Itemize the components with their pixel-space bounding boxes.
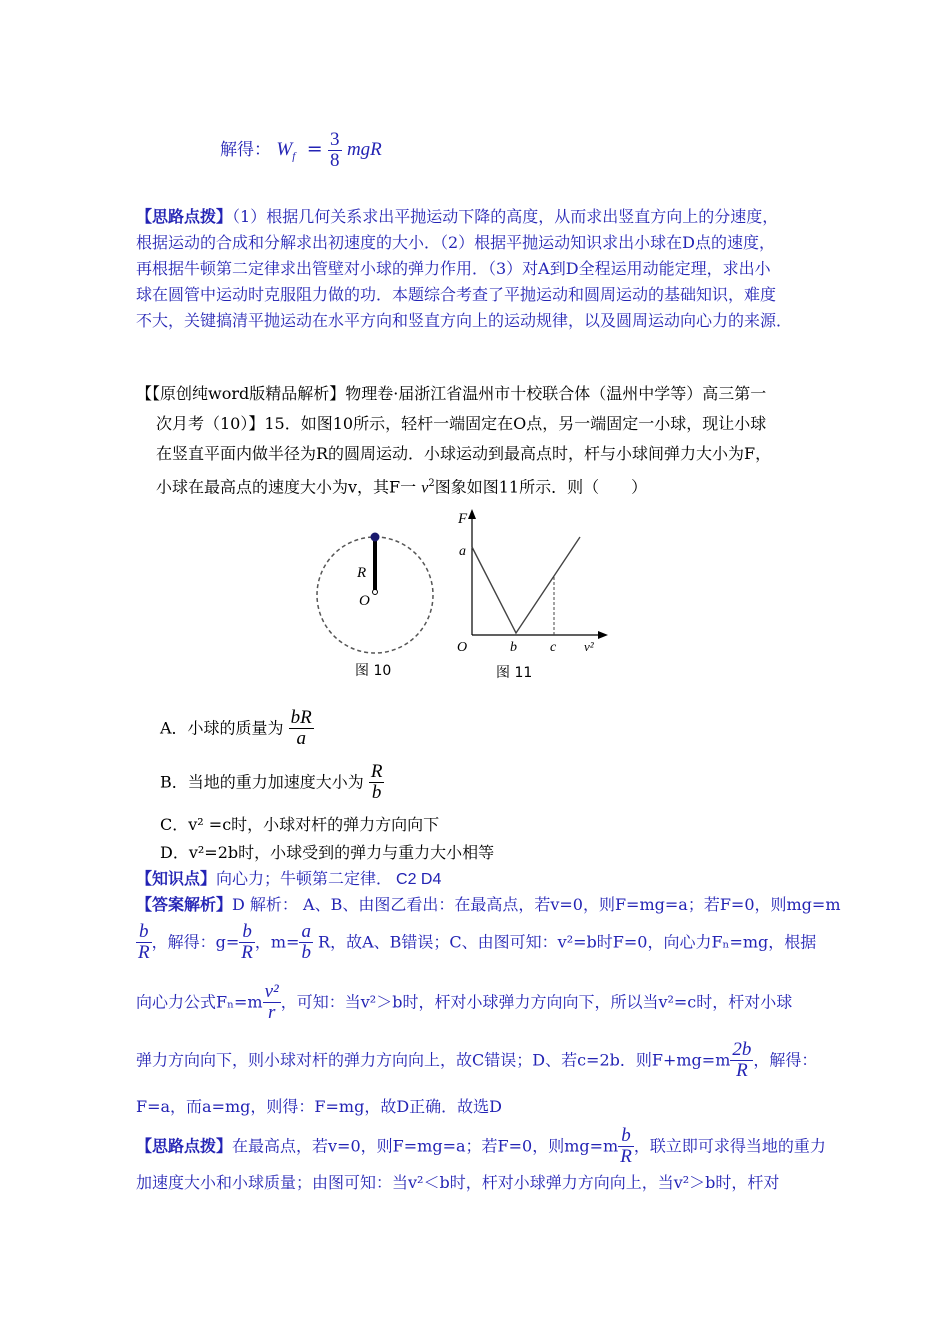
- option-d: D．v²=2b时，小球受到的弹力与重力大小相等: [160, 843, 495, 862]
- v-exponent: 2: [428, 478, 435, 489]
- answer-line-2: [136, 922, 816, 963]
- label-R: R: [357, 565, 367, 581]
- fraction-numerator: v²: [264, 981, 279, 1002]
- answer-text: ，解得：g=: [151, 932, 240, 952]
- fraction-2b-over-R: [730, 1040, 753, 1081]
- tick-label-b: b: [510, 640, 517, 655]
- equals-sign: =: [306, 138, 323, 160]
- origin-label: O: [457, 640, 468, 655]
- tick-label-a: a: [459, 544, 466, 559]
- answer-line-1: [136, 892, 841, 918]
- fraction-denominator: R: [620, 1146, 632, 1167]
- fraction-numerator: a: [301, 921, 311, 942]
- option-b: [160, 762, 384, 803]
- fraction-b-over-R: [239, 922, 255, 963]
- tick-label-c: c: [550, 640, 557, 655]
- solve-rhs: mgR: [346, 139, 382, 160]
- pivot-point: [373, 590, 378, 595]
- fraction-denominator: R: [138, 942, 150, 963]
- axis-label-v2: v²: [584, 639, 594, 654]
- hint-line: 再根据牛顿第二定律求出管壁对小球的弹力作用．（3）对A到D全程运用动能定理，求出小: [136, 259, 771, 278]
- fraction-numerator: 2b: [732, 1039, 752, 1060]
- option-c: C．v² =c时，小球对杆的弹力方向向下: [160, 815, 440, 834]
- hint-line: （1）根据几何关系求出平抛运动下降的高度，从而求出竖直方向上的分速度，: [232, 207, 779, 226]
- hint-tag: 【思路点拨】: [136, 1136, 233, 1156]
- answer-text: D 解析： A、B、由图乙看出：在最高点，若v=0，则F=mg=a；若F=0，则mg=m: [232, 895, 841, 914]
- answer-text: ，解得：: [753, 1050, 818, 1070]
- solve-line: [220, 130, 382, 171]
- hint-paragraph-1: [136, 204, 792, 334]
- solve-label: 解得：: [220, 140, 271, 160]
- knowledge-text: 向心力；牛顿第二定律．: [216, 869, 393, 888]
- fraction-denominator: r: [267, 1002, 276, 1023]
- fraction-numerator: b: [136, 922, 152, 943]
- question-text: 小球在最高点的速度大小为v，其F一: [156, 477, 422, 497]
- question-line: 次月考（10）】15．如图10所示，轻杆一端固定在O点，另一端固定一小球，现让小球: [156, 414, 767, 433]
- answer-text: 弹力方向向下，则小球对杆的弹力方向向上，故C错误；D、若c=2b．则F+mg=m: [136, 1050, 731, 1070]
- fraction-denominator: b: [371, 782, 382, 803]
- option-b-text: B．当地的重力加速度大小为: [160, 772, 364, 792]
- fraction-R-over-b: [369, 762, 385, 803]
- answer-text: ，可知：当v²＞b时，杆对小球弹力方向向下，所以当v²=c时，杆对小球: [280, 992, 793, 1012]
- fraction-denominator: a: [296, 728, 306, 749]
- fraction-v2-over-r: [263, 982, 281, 1023]
- hint-line: 根据运动的合成和分解求出初速度的大小．（2）根据平抛运动知识求出小球在D点的速度，: [136, 233, 776, 252]
- work-symbol: W: [276, 139, 293, 160]
- hint-text: ，联立即可求得当地的重力: [633, 1136, 826, 1156]
- hint-line: 球在圆管中运动时克服阻力做的功．本题综合考查了平抛运动和圆周运动的基础知识，难度: [136, 285, 777, 304]
- question-line: 【【原创纯word版精品解析】物理卷·届浙江省温州市十校联合体（温州中学等）高三第一: [136, 384, 767, 403]
- question-stem: [136, 379, 771, 503]
- question-line: [136, 469, 771, 503]
- fraction-b-over-R: [136, 922, 152, 963]
- answer-line-5: F=a，而a=mg，则得：F=mg，故D正确．故选D: [136, 1097, 502, 1116]
- fraction-denominator: R: [241, 942, 253, 963]
- knowledge-codes: C2 D4: [396, 871, 442, 888]
- fraction-numerator: R: [370, 761, 383, 782]
- hint-text: 在最高点，若v=0，则F=mg=a；若F=0，则mg=m: [232, 1136, 619, 1156]
- answer-line-4: [136, 1040, 817, 1081]
- x-axis-arrow: [598, 631, 608, 639]
- knowledge-point: [136, 866, 441, 893]
- hint-tag: 【思路点拨】: [136, 207, 233, 226]
- fraction-3-8: [328, 130, 342, 171]
- option-a: [160, 708, 314, 749]
- y-axis-arrow: [468, 509, 476, 519]
- figure-11: [452, 505, 622, 690]
- fraction-denominator: R: [736, 1060, 748, 1081]
- work-subscript: f: [292, 150, 296, 163]
- option-a-text: A．小球的质量为: [160, 718, 284, 738]
- figure-10: [315, 525, 445, 685]
- knowledge-tag: 【知识点】: [136, 869, 217, 888]
- f-v2-graph-line: [472, 537, 580, 633]
- answer-tag: 【答案解析】: [136, 895, 233, 914]
- caption-fig10: 图 10: [355, 663, 392, 679]
- fraction-b-over-R: [618, 1126, 634, 1167]
- fraction-bR-over-a: [289, 708, 314, 749]
- question-line: 在竖直平面内做半径为R的圆周运动．小球运动到最高点时，杆与小球间弹力大小为F，: [156, 444, 772, 463]
- hint2-line-1: [136, 1126, 826, 1167]
- caption-fig11: 图 11: [496, 665, 533, 681]
- fraction-denominator: b: [301, 942, 311, 963]
- fraction-numerator: bR: [290, 707, 312, 728]
- answer-text: ，m=: [254, 932, 300, 952]
- fraction-numerator: 3: [330, 129, 340, 150]
- answer-text: R，故A、B错误；C、由图可知：v²=b时F=0，向心力Fₙ=mg，根据: [312, 932, 817, 952]
- hint-line: 不大，关键搞清平抛运动在水平方向和竖直方向上的运动规律，以及圆周运动向心力的来源．: [136, 311, 793, 330]
- hint2-line-2: 加速度大小和小球质量；由图可知：当v²＜b时，杆对小球弹力方向向上，当v²＞b时，杆对: [136, 1173, 780, 1192]
- question-text: 图象如图11所示．则（ ）: [434, 477, 648, 497]
- fraction-denominator: 8: [330, 150, 340, 171]
- fraction-a-over-b: [299, 922, 313, 963]
- fraction-numerator: b: [618, 1126, 634, 1147]
- axis-label-F: F: [458, 511, 468, 527]
- fraction-numerator: b: [239, 922, 255, 943]
- answer-line-3: [136, 982, 792, 1023]
- ball: [371, 533, 380, 542]
- v-symbol: v: [421, 479, 429, 497]
- label-O: O: [359, 593, 370, 609]
- answer-text: 向心力公式Fₙ=m: [136, 992, 263, 1012]
